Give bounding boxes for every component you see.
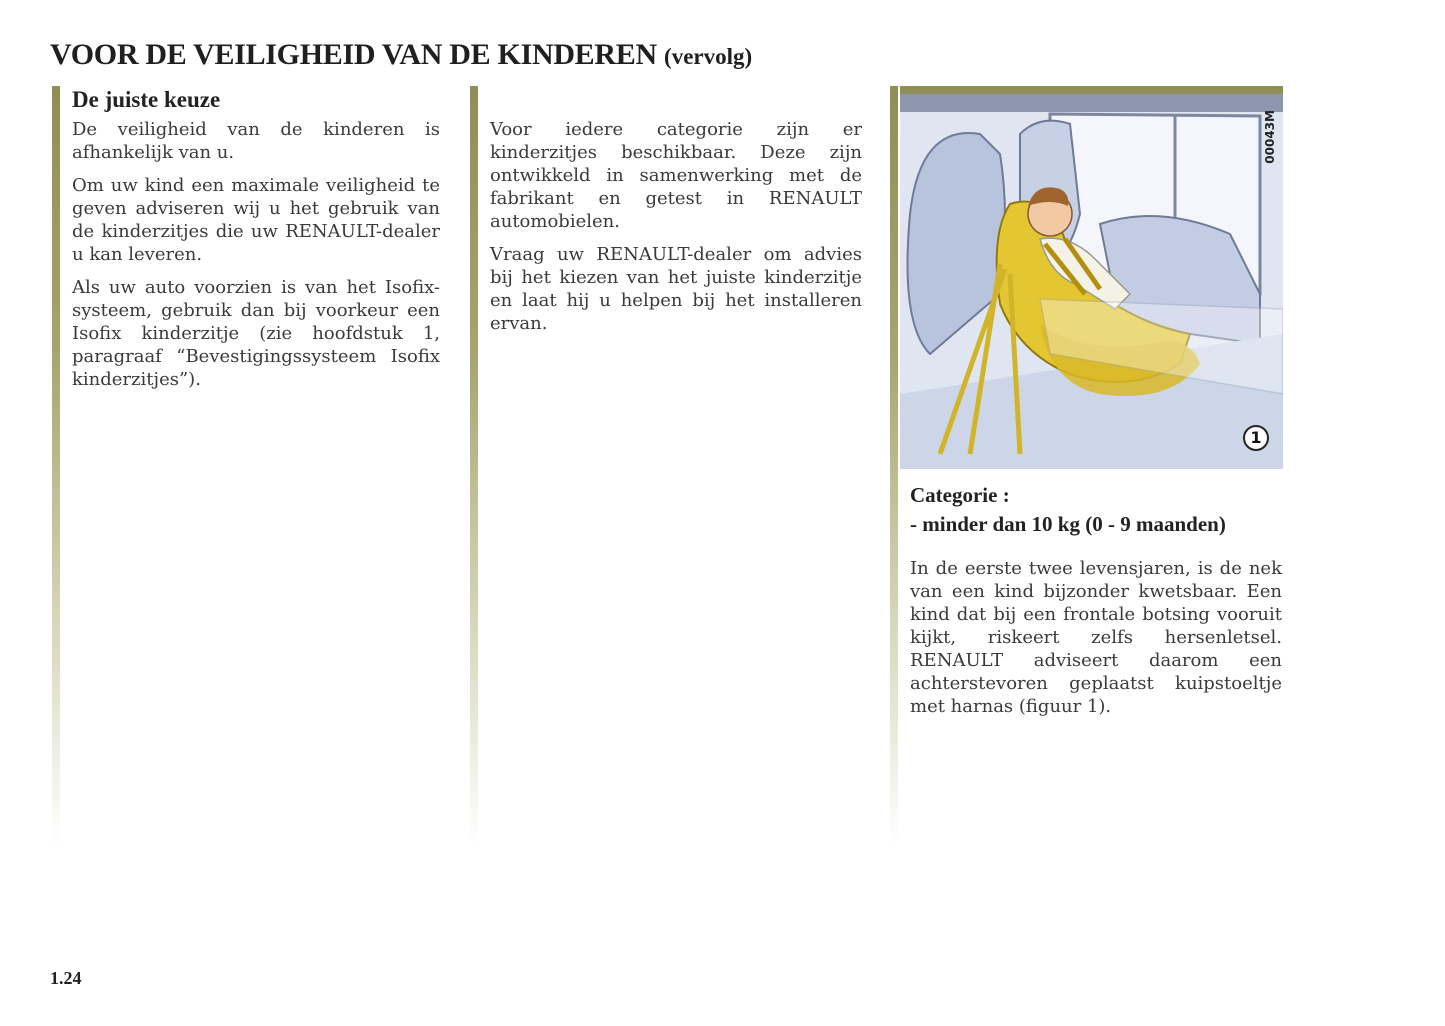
title-suffix: (vervolg) bbox=[664, 44, 753, 69]
figure-number-badge: 1 bbox=[1243, 425, 1269, 451]
paragraph: Als uw auto voorzien is van het Isofix-systeem, gebruik dan bij voorkeur een Isofix kinderzitje (zie hoofdstuk 1, paragraaf “Bevestigingssysteem Isofix kinderzitjes”). bbox=[72, 277, 440, 390]
title-main: VOOR DE VEILIGHEID VAN DE KINDEREN bbox=[50, 38, 657, 71]
child-seat-illustration bbox=[900, 86, 1283, 469]
category-label: Categorie : bbox=[910, 483, 1010, 507]
figure-code: 00043M bbox=[1263, 110, 1277, 164]
column-left bbox=[52, 86, 440, 401]
column-middle bbox=[470, 86, 862, 345]
paragraph: Om uw kind een maximale veiligheid te geven adviseren wij u het gebruik van de kinderzitjes die uw RENAULT-dealer u kan leveren. bbox=[72, 175, 440, 265]
car-interior-drawing bbox=[900, 94, 1283, 469]
page-number: 1.24 bbox=[50, 968, 82, 988]
paragraph: Voor iedere categorie zijn er kinderzitjes beschikbaar. Deze zijn ontwikkeld in samenwerking met de fabrikant en getest in RENAULT automobielen. bbox=[490, 119, 862, 232]
paragraph: Vraag uw RENAULT-dealer om advies bij het kiezen van het juiste kinderzitje en laat hij u helpen bij het installeren ervan. bbox=[490, 244, 862, 334]
page-title bbox=[50, 38, 752, 72]
roof-trim bbox=[900, 94, 1283, 112]
category-value: - minder dan 10 kg (0 - 9 maanden) bbox=[910, 512, 1226, 536]
paragraph: De veiligheid van de kinderen is afhankelijk van u. bbox=[72, 119, 440, 163]
section-heading: De juiste keuze bbox=[72, 87, 221, 112]
column-right bbox=[890, 86, 1282, 728]
paragraph: In de eerste twee levensjaren, is de nek van een kind bijzonder kwetsbaar. Een kind dat bij een frontale botsing vooruit kijkt, riskeert zelfs hersenletsel. RENAULT adviseert daarom een achterstevoren geplaatst kuipstoeltje met harnas (figuur 1). bbox=[910, 558, 1282, 717]
